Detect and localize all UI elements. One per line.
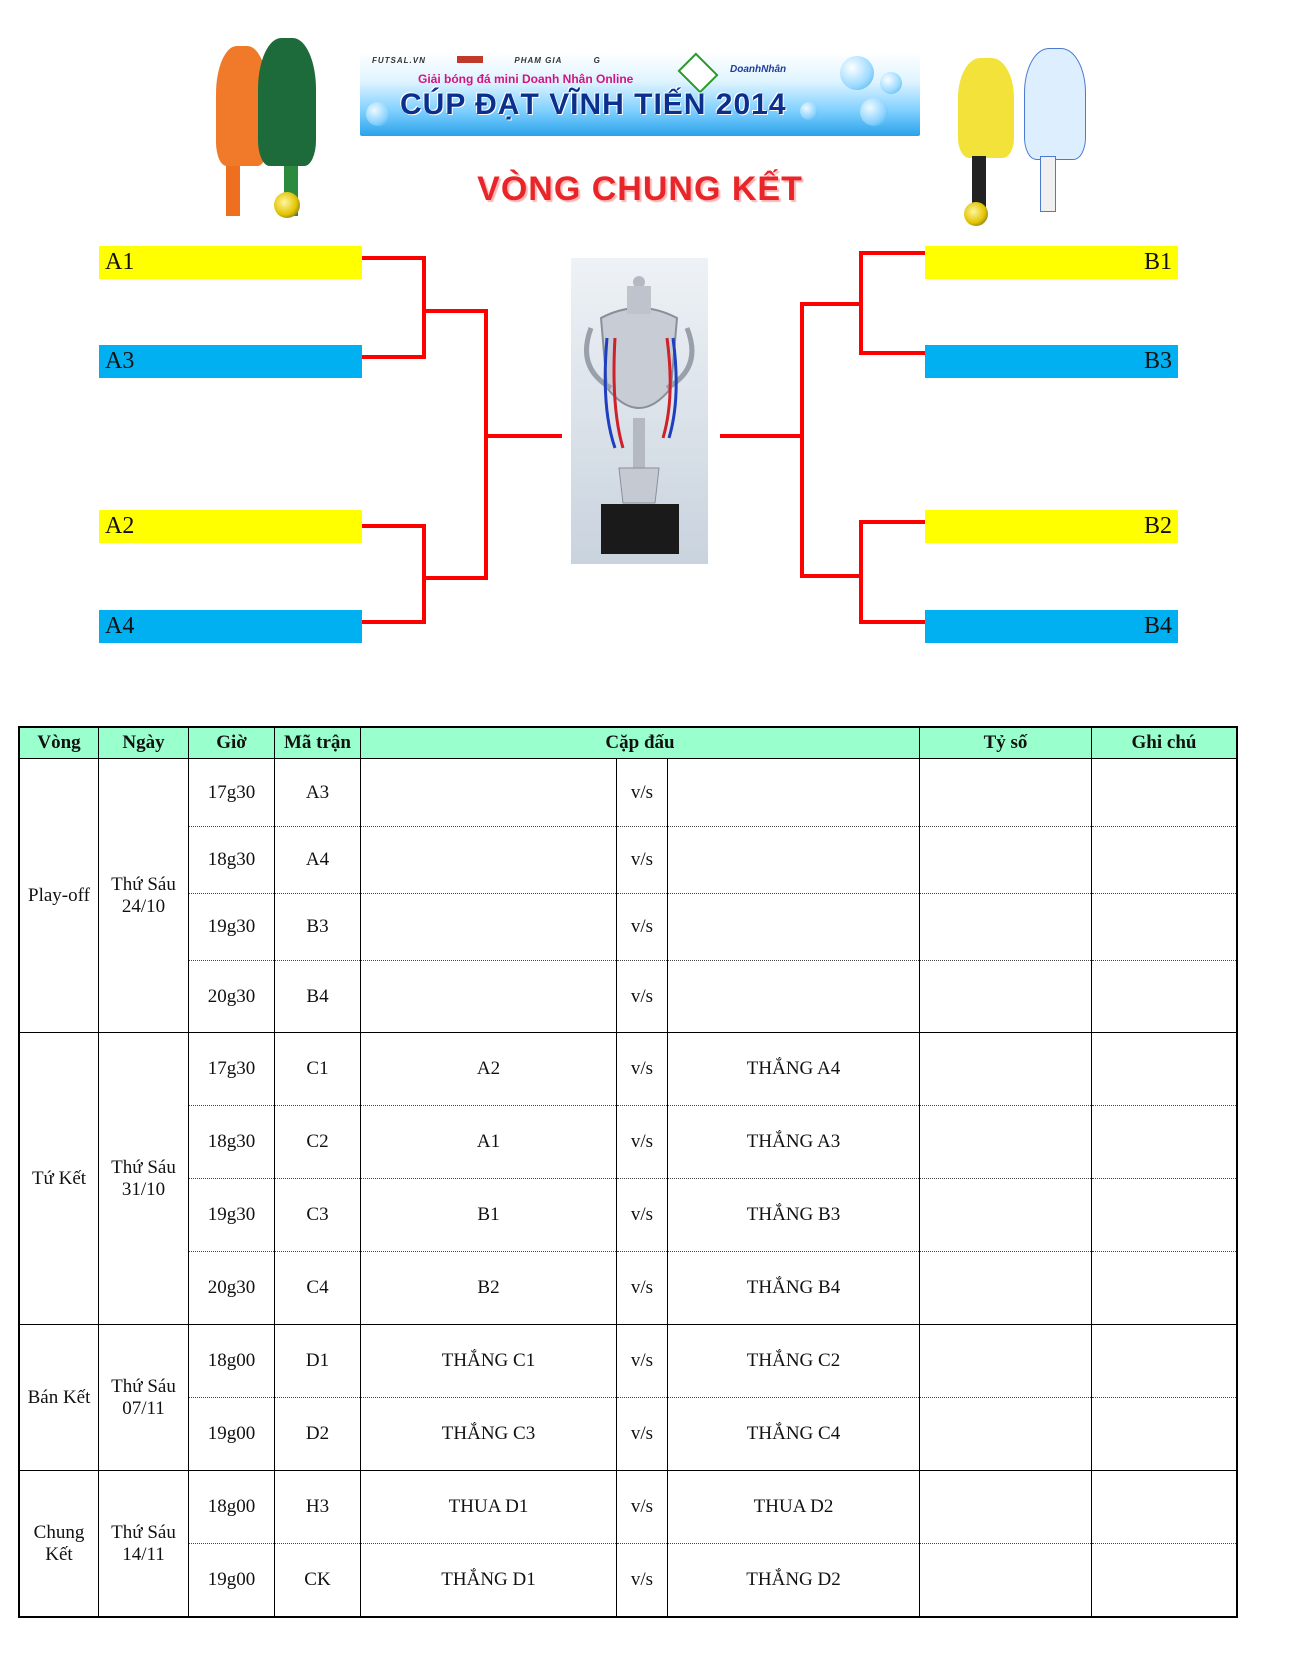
vs-cell: v/s bbox=[617, 961, 668, 1033]
home-team-cell bbox=[361, 827, 617, 894]
code-cell: C1 bbox=[275, 1033, 361, 1106]
date-cell: Thứ Sáu 24/10 bbox=[99, 759, 189, 1033]
note-cell[interactable] bbox=[1092, 961, 1237, 1033]
vs-cell: v/s bbox=[617, 1106, 668, 1179]
table-row bbox=[20, 759, 1237, 827]
col-round: Vòng bbox=[20, 728, 99, 759]
home-team-cell: B2 bbox=[361, 1252, 617, 1325]
bracket-slot-b2: B2 bbox=[925, 510, 1178, 543]
code-cell: H3 bbox=[275, 1471, 361, 1544]
vs-cell: v/s bbox=[617, 894, 668, 961]
time-cell: 17g30 bbox=[189, 759, 275, 827]
col-matchup: Cặp đấu bbox=[361, 728, 920, 759]
note-cell[interactable] bbox=[1092, 1471, 1237, 1544]
score-cell[interactable] bbox=[920, 1252, 1092, 1325]
time-cell: 19g00 bbox=[189, 1544, 275, 1617]
bracket-slot-b1: B1 bbox=[925, 246, 1178, 279]
note-cell[interactable] bbox=[1092, 1106, 1237, 1179]
time-cell: 20g30 bbox=[189, 961, 275, 1033]
time-cell: 19g00 bbox=[189, 1398, 275, 1471]
col-time: Giờ bbox=[189, 728, 275, 759]
bracket-slot-b4: B4 bbox=[925, 610, 1178, 643]
code-cell: D2 bbox=[275, 1398, 361, 1471]
sponsor-logos bbox=[372, 56, 629, 65]
home-team-cell: THẮNG C1 bbox=[361, 1325, 617, 1398]
code-cell: B3 bbox=[275, 894, 361, 961]
home-team-cell bbox=[361, 961, 617, 1033]
time-cell: 18g00 bbox=[189, 1471, 275, 1544]
away-team-cell bbox=[668, 827, 920, 894]
banner-subtitle: Giải bóng đá mini Doanh Nhân Online bbox=[418, 72, 634, 86]
away-team-cell: THẮNG A4 bbox=[668, 1033, 920, 1106]
table-row bbox=[20, 1325, 1237, 1398]
round-cell: Bán Kết bbox=[20, 1325, 99, 1471]
score-cell[interactable] bbox=[920, 1106, 1092, 1179]
time-cell: 20g30 bbox=[189, 1252, 275, 1325]
table-row bbox=[20, 1398, 1237, 1471]
doanhnhan-logo: DoanhNhân bbox=[730, 64, 787, 75]
col-date: Ngày bbox=[99, 728, 189, 759]
bracket-slot-a2: A2 bbox=[99, 510, 362, 543]
table-row bbox=[20, 1252, 1237, 1325]
home-team-cell: THẮNG D1 bbox=[361, 1544, 617, 1617]
code-cell: C4 bbox=[275, 1252, 361, 1325]
date-cell: Thứ Sáu 14/11 bbox=[99, 1471, 189, 1617]
bracket-slot-b3: B3 bbox=[925, 345, 1178, 378]
note-cell[interactable] bbox=[1092, 1544, 1237, 1617]
bracket-slot-a4: A4 bbox=[99, 610, 362, 643]
home-team-cell: B1 bbox=[361, 1179, 617, 1252]
away-team-cell: THUA D2 bbox=[668, 1471, 920, 1544]
sponsor-futsal: FUTSAL.VN bbox=[372, 56, 426, 65]
away-team-cell bbox=[668, 961, 920, 1033]
date-cell: Thứ Sáu 31/10 bbox=[99, 1033, 189, 1325]
table-row bbox=[20, 827, 1237, 894]
table-row bbox=[20, 1471, 1237, 1544]
code-cell: B4 bbox=[275, 961, 361, 1033]
score-cell[interactable] bbox=[920, 961, 1092, 1033]
time-cell: 19g30 bbox=[189, 894, 275, 961]
tournament-banner bbox=[360, 52, 920, 136]
score-cell[interactable] bbox=[920, 1179, 1092, 1252]
code-cell: D1 bbox=[275, 1325, 361, 1398]
score-cell[interactable] bbox=[920, 894, 1092, 961]
home-team-cell bbox=[361, 759, 617, 827]
away-team-cell: THẮNG D2 bbox=[668, 1544, 920, 1617]
vs-cell: v/s bbox=[617, 1398, 668, 1471]
score-cell[interactable] bbox=[920, 1398, 1092, 1471]
score-cell[interactable] bbox=[920, 827, 1092, 894]
away-team-cell: THẮNG C2 bbox=[668, 1325, 920, 1398]
code-cell: A3 bbox=[275, 759, 361, 827]
home-team-cell: THẮNG C3 bbox=[361, 1398, 617, 1471]
bracket-slot-a3: A3 bbox=[99, 345, 362, 378]
away-team-cell bbox=[668, 894, 920, 961]
home-team-cell: A1 bbox=[361, 1106, 617, 1179]
table-row bbox=[20, 1544, 1237, 1617]
vs-cell: v/s bbox=[617, 1325, 668, 1398]
vs-cell: v/s bbox=[617, 1471, 668, 1544]
note-cell[interactable] bbox=[1092, 827, 1237, 894]
time-cell: 18g00 bbox=[189, 1325, 275, 1398]
col-note: Ghi chú bbox=[1092, 728, 1237, 759]
left-players-photo bbox=[196, 26, 346, 222]
bracket-slot-a1: A1 bbox=[99, 246, 362, 279]
away-team-cell bbox=[668, 759, 920, 827]
vs-cell: v/s bbox=[617, 1179, 668, 1252]
table-row bbox=[20, 961, 1237, 1033]
home-team-cell bbox=[361, 894, 617, 961]
home-team-cell: THUA D1 bbox=[361, 1471, 617, 1544]
score-cell[interactable] bbox=[920, 1544, 1092, 1617]
note-cell[interactable] bbox=[1092, 759, 1237, 827]
round-cell: Play-off bbox=[20, 759, 99, 1033]
round-cell: Tứ Kết bbox=[20, 1033, 99, 1325]
sponsor-g: G bbox=[593, 56, 601, 65]
table-row bbox=[20, 1179, 1237, 1252]
round-cell: Chung Kết bbox=[20, 1471, 99, 1617]
note-cell[interactable] bbox=[1092, 1033, 1237, 1106]
away-team-cell: THẮNG B3 bbox=[668, 1179, 920, 1252]
date-cell: Thứ Sáu 07/11 bbox=[99, 1325, 189, 1471]
col-match-code: Mã trận bbox=[275, 728, 361, 759]
vs-cell: v/s bbox=[617, 1252, 668, 1325]
table-row bbox=[20, 1106, 1237, 1179]
note-cell[interactable] bbox=[1092, 1325, 1237, 1398]
vs-cell: v/s bbox=[617, 827, 668, 894]
time-cell: 19g30 bbox=[189, 1179, 275, 1252]
vs-cell: v/s bbox=[617, 759, 668, 827]
schedule-table bbox=[19, 727, 1237, 1617]
note-cell[interactable] bbox=[1092, 1179, 1237, 1252]
table-header-row bbox=[20, 728, 1237, 759]
time-cell: 18g30 bbox=[189, 827, 275, 894]
code-cell: CK bbox=[275, 1544, 361, 1617]
round-heading: VÒNG CHUNG KẾT bbox=[477, 170, 803, 208]
sponsor-pham-gia: PHAM GIA bbox=[514, 56, 563, 65]
table-row bbox=[20, 1033, 1237, 1106]
cup-title: CÚP ĐẠT VĨNH TIẾN 2014 bbox=[400, 88, 787, 121]
time-cell: 18g30 bbox=[189, 1106, 275, 1179]
score-cell[interactable] bbox=[920, 1471, 1092, 1544]
away-team-cell: THẮNG B4 bbox=[668, 1252, 920, 1325]
note-cell[interactable] bbox=[1092, 894, 1237, 961]
right-players-photo bbox=[928, 28, 1128, 228]
home-team-cell: A2 bbox=[361, 1033, 617, 1106]
score-cell[interactable] bbox=[920, 1325, 1092, 1398]
code-cell: A4 bbox=[275, 827, 361, 894]
away-team-cell: THẮNG C4 bbox=[668, 1398, 920, 1471]
table-row bbox=[20, 894, 1237, 961]
note-cell[interactable] bbox=[1092, 1252, 1237, 1325]
vs-cell: v/s bbox=[617, 1544, 668, 1617]
code-cell: C2 bbox=[275, 1106, 361, 1179]
score-cell[interactable] bbox=[920, 1033, 1092, 1106]
code-cell: C3 bbox=[275, 1179, 361, 1252]
sponsor-2 bbox=[457, 56, 483, 63]
score-cell[interactable] bbox=[920, 759, 1092, 827]
col-score: Tỷ số bbox=[920, 728, 1092, 759]
vs-cell: v/s bbox=[617, 1033, 668, 1106]
time-cell: 17g30 bbox=[189, 1033, 275, 1106]
away-team-cell: THẮNG A3 bbox=[668, 1106, 920, 1179]
trophy-image bbox=[571, 258, 708, 564]
note-cell[interactable] bbox=[1092, 1398, 1237, 1471]
